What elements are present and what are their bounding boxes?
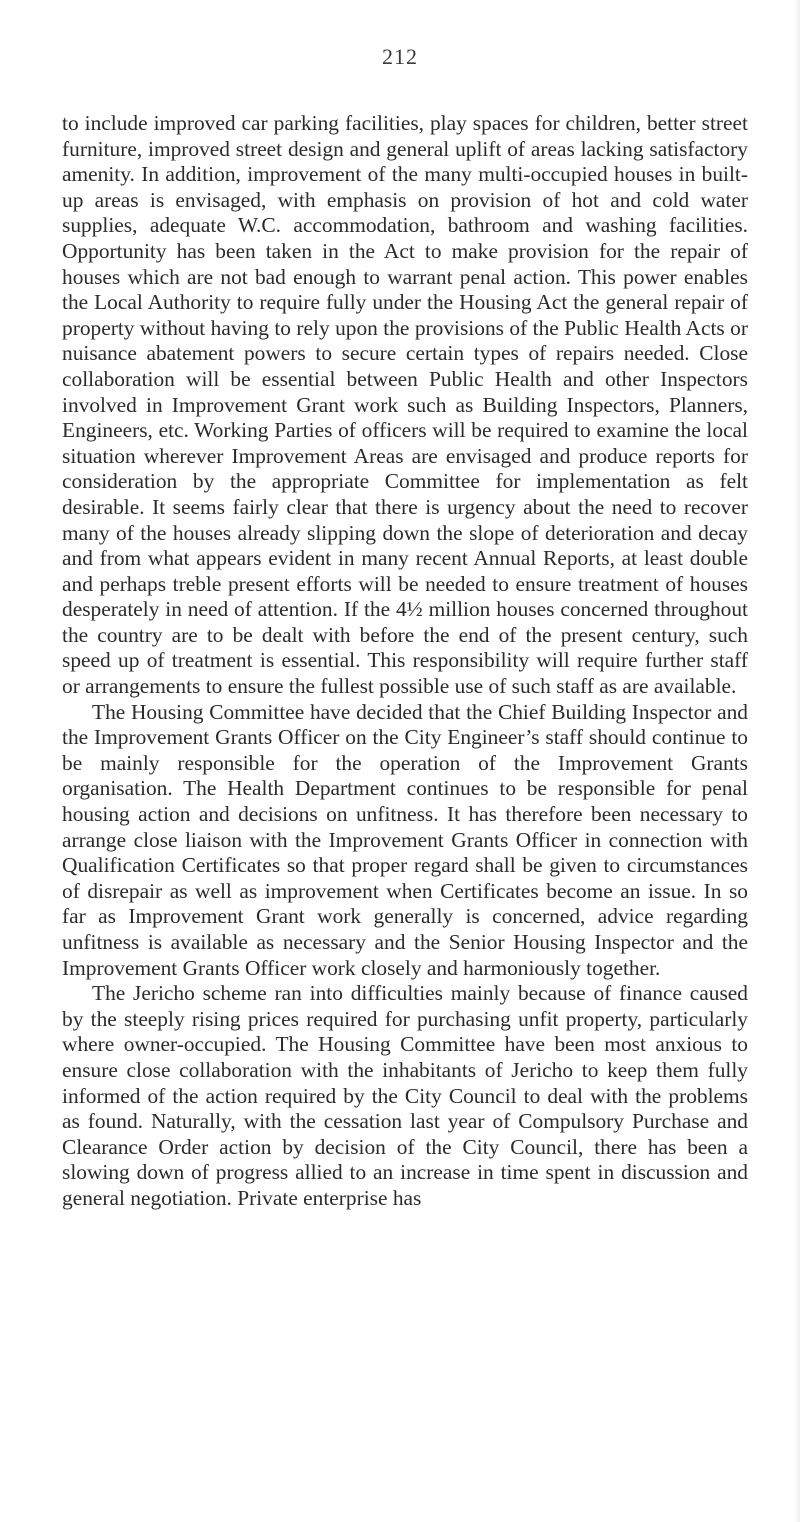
paragraph-continued: to include improved car parking facilities, play spaces for children, better street furniture, improved street design and general uplift of areas lacking satisfactory amenity. In addition, improvement of the many multi-occupied houses in built-up areas is envisaged, with emphasis on provision of hot and cold water supplies, adequate W.C. accommodation, bathroom and washing facilities. Opportunity has been taken in the Act to make provision for the repair of houses which are not bad enough to warrant penal action. This power enables the Local Authority to require fully under the Housing Act the general repair of property without having to rely upon the provisions of the Public Health Acts or nuisance abatement powers to secure certain types of repairs needed. Close collaboration will be essential between Public Health and other Inspectors involved in Improvement Grant work such as Building Inspectors, Planners, Engineers, etc. Working Parties of officers will be required to examine the local situation wherever Improvement Areas are envisaged and produce reports for consideration by the appropriate Committee for implementation as felt desirable. It seems fairly clear that there is urgency about the need to recover many of the houses already slipping down the slope of deterioration and decay and from what appears evident in many recent Annual Reports, at least double and perhaps treble present efforts will be needed to ensure treatment of houses desperately in need of attention. If the 4½ million houses concerned throughout the country are to be dealt with before the end of the present century, such speed up of treatment is essential. This responsibility will require further staff or arrangements to ensure the fullest possible use of such staff as are available. bbox=[62, 111, 748, 699]
paragraph-housing-committee: The Housing Committee have decided that the Chief Building Inspector and the Improvement Grants Officer on the City Engineer’s staff should continue to be mainly responsible for the operation of the Improvement Grants organisation. The Health Department continues to be responsible for penal housing action and decisions on unfitness. It has therefore been necessary to arrange close liaison with the Improvement Grants Officer in connection with Qualification Certificates so that proper regard shall be given to circumstances of disrepair as well as improvement when Certificates become an issue. In so far as Improvement Grant work generally is concerned, advice regarding unfitness is available as necessary and the Senior Housing Inspector and the Improvement Grants Officer work closely and harmoniously together. bbox=[62, 699, 748, 980]
page-edge-shadow bbox=[794, 0, 800, 1522]
page-number: 212 bbox=[382, 44, 418, 69]
paragraph-jericho-scheme: The Jericho scheme ran into difficulties mainly because of finance caused by the steeply rising prices required for purchasing unfit property, particularly where owner-occupied. The Housing Committee have been most anxious to ensure close collaboration with the inhabitants of Jericho to keep them fully informed of the action required by the City Council to deal with the problems as found. Naturally, with the cessation last year of Compulsory Purchase and Clearance Order action by decision of the City Council, there has been a slowing down of progress allied to an increase in time spent in discussion and general negotiation. Private enterprise has bbox=[62, 981, 748, 1210]
body-text bbox=[62, 111, 748, 1212]
